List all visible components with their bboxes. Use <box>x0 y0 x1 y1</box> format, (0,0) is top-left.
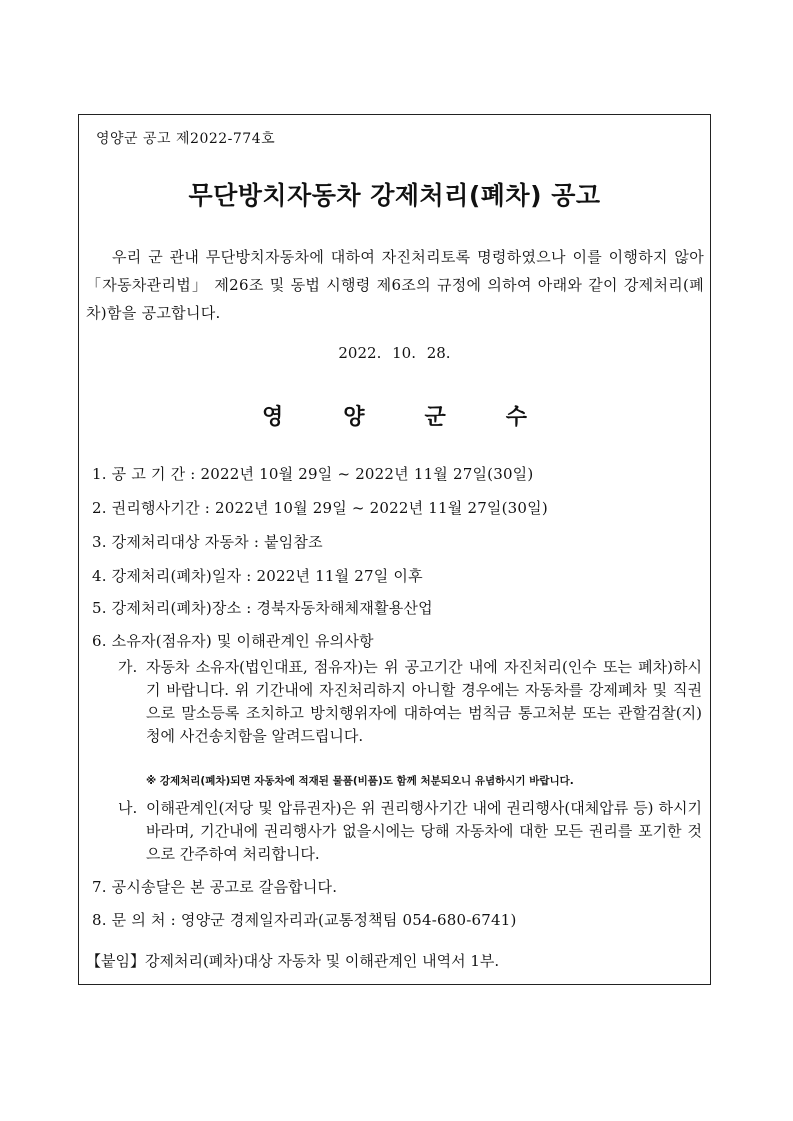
notice-date: 2022. 10. 28. <box>338 344 451 362</box>
sub-item-b-mark: 나. <box>118 799 138 817</box>
issuer-name: 영양군수 <box>261 405 587 430</box>
notice-number: 영양군 공고 제2022-774호 <box>96 131 276 147</box>
attachment-note: 【붙임】강제처리(폐차)대상 자동차 및 이해관계인 내역서 1부. <box>86 952 500 970</box>
sub-item-a <box>118 656 702 748</box>
item-1: 1. 공 고 기 간 : 2022년 10월 29일 ~ 2022년 11월 27일(30일) <box>92 465 534 483</box>
sub-item-b <box>118 797 702 866</box>
body-paragraph <box>86 243 704 327</box>
item-2: 2. 권리행사기간 : 2022년 10월 29일 ~ 2022년 11월 27일(30일) <box>92 499 548 517</box>
body-text: 우리 군 관내 무단방치자동차에 대하여 자진처리토록 명령하였으나 이를 이행하지 않아 「자동차관리법」 제26조 및 동법 시행령 제6조의 규정에 의하여 아래와 같이 강제처리(폐차)함을 공고합니다. <box>86 248 704 322</box>
item-6: 6. 소유자(점유자) 및 이해관계인 유의사항 <box>92 632 374 650</box>
sub-item-b-text: 이해관계인(저당 및 압류권자)은 위 권리행사기간 내에 권리행사(대체압류 등) 하시기 바라며, 기간내에 권리행사가 없을시에는 당해 자동차에 대한 모든 권리를 포기한 것으로 간주하여 처리합니다. <box>146 799 702 863</box>
item-8: 8. 문 의 처 : 영양군 경제일자리과(교통정책팀 054-680-6741) <box>92 911 517 929</box>
item-5: 5. 강제처리(폐차)장소 : 경북자동차해체재활용산업 <box>92 599 433 617</box>
item-7: 7. 공시송달은 본 공고로 갈음합니다. <box>92 878 338 896</box>
sub-item-a-text: 자동차 소유자(법인대표, 점유자)는 위 공고기간 내에 자진처리(인수 또는 폐차)하시기 바랍니다. 위 기간내에 자진처리하지 아니할 경우에는 자동차를 강제폐차 및 직권으로 말소등록 조치하고 방치행위자에 대하여는 범칙금 통고처분 또는 관할검찰(지)청에 사건송치함을 알려드립니다. <box>146 658 702 745</box>
item-3: 3. 강제처리대상 자동차 : 붙임참조 <box>92 533 323 551</box>
warning-note: ※ 강제처리(폐차)되면 자동차에 적재된 물품(비품)도 함께 처분되오니 유념하시기 바랍니다. <box>146 775 574 787</box>
document-title: 무단방치자동차 강제처리(폐차) 공고 <box>188 181 601 210</box>
sub-item-a-mark: 가. <box>118 658 138 676</box>
item-4: 4. 강제처리(폐차)일자 : 2022년 11월 27일 이후 <box>92 567 423 585</box>
